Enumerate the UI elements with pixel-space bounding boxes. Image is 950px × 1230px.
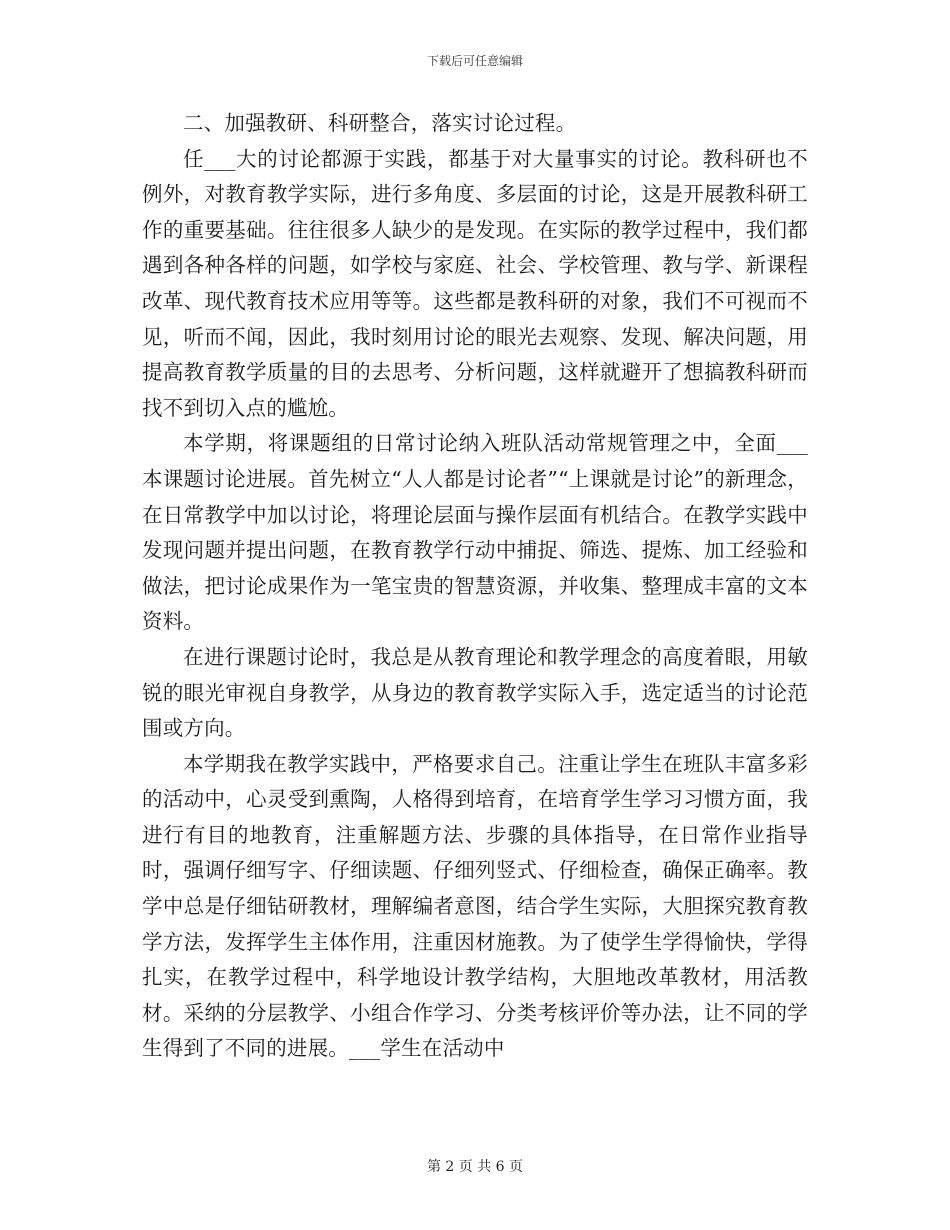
section-heading: 二、加强教研、科研整合，落实讨论过程。	[183, 111, 577, 135]
body-paragraph: 任___大的讨论都源于实践，都基于对大量事实的讨论。教科研也不例外，对教育教学实际，进行多角度、多层面的讨论，这是开展教科研工作的重要基础。往往很多人缺少的是发现。在实际的教学过程中，我们都遇到各种各样的问题，如学校与家庭、社会、学校管理、教与学、新课程改革、现代教育技术应用等等。这些都是教科研的对象，我们不可视而不见，听而不闻，因此，我时刻用讨论的眼光去观察、发现、解决问题，用提高教育教学质量的目的去思考、分析问题，这样就避开了想搞教科研而找不到切入点的尴尬。	[142, 146, 808, 420]
body-paragraph: 在进行课题讨论时，我总是从教育理论和教学理念的高度着眼，用敏锐的眼光审视自身教学，从身边的教育教学实际入手，选定适当的讨论范围或方向。	[142, 644, 808, 741]
body-paragraph: 本学期我在教学实践中，严格要求自己。注重让学生在班队丰富多彩的活动中，心灵受到熏陶，人格得到培育，在培育学生学习习惯方面，我进行有目的地教育，注重解题方法、步骤的具体指导，在日常作业指导时，强调仔细写字、仔细读题、仔细列竖式、仔细检查，确保正确率。教学中总是仔细钻研教材，理解编者意图，结合学生实际，大胆探究教育教学方法，发挥学生主体作用，注重因材施教。为了使学生学得愉快，学得扎实，在教学过程中，科学地设计教学结构，大胆地改革教材，用活教材。采纳的分层教学、小组合作学习、分类考核评价等办法，让不同的学生得到了不同的进展。___学生在活动中	[142, 751, 808, 1061]
document-body	[142, 106, 808, 1067]
page-header: 下载后可任意编辑	[426, 54, 523, 68]
body-paragraph: 本学期，将课题组的日常讨论纳入班队活动常规管理之中，全面___本课题讨论进展。首先树立“人人都是讨论者”“上课就是讨论”的新理念，在日常教学中加以讨论，将理论层面与操作层面有机结合。在教学实践中发现问题并提出问题，在教育教学行动中捕捉、筛选、提炼、加工经验和做法，把讨论成果作为一笔宝贵的智慧资源，并收集、整理成丰富的文本资料。	[142, 431, 808, 634]
page-number: 第 2 页 共 6 页	[426, 1159, 524, 1175]
